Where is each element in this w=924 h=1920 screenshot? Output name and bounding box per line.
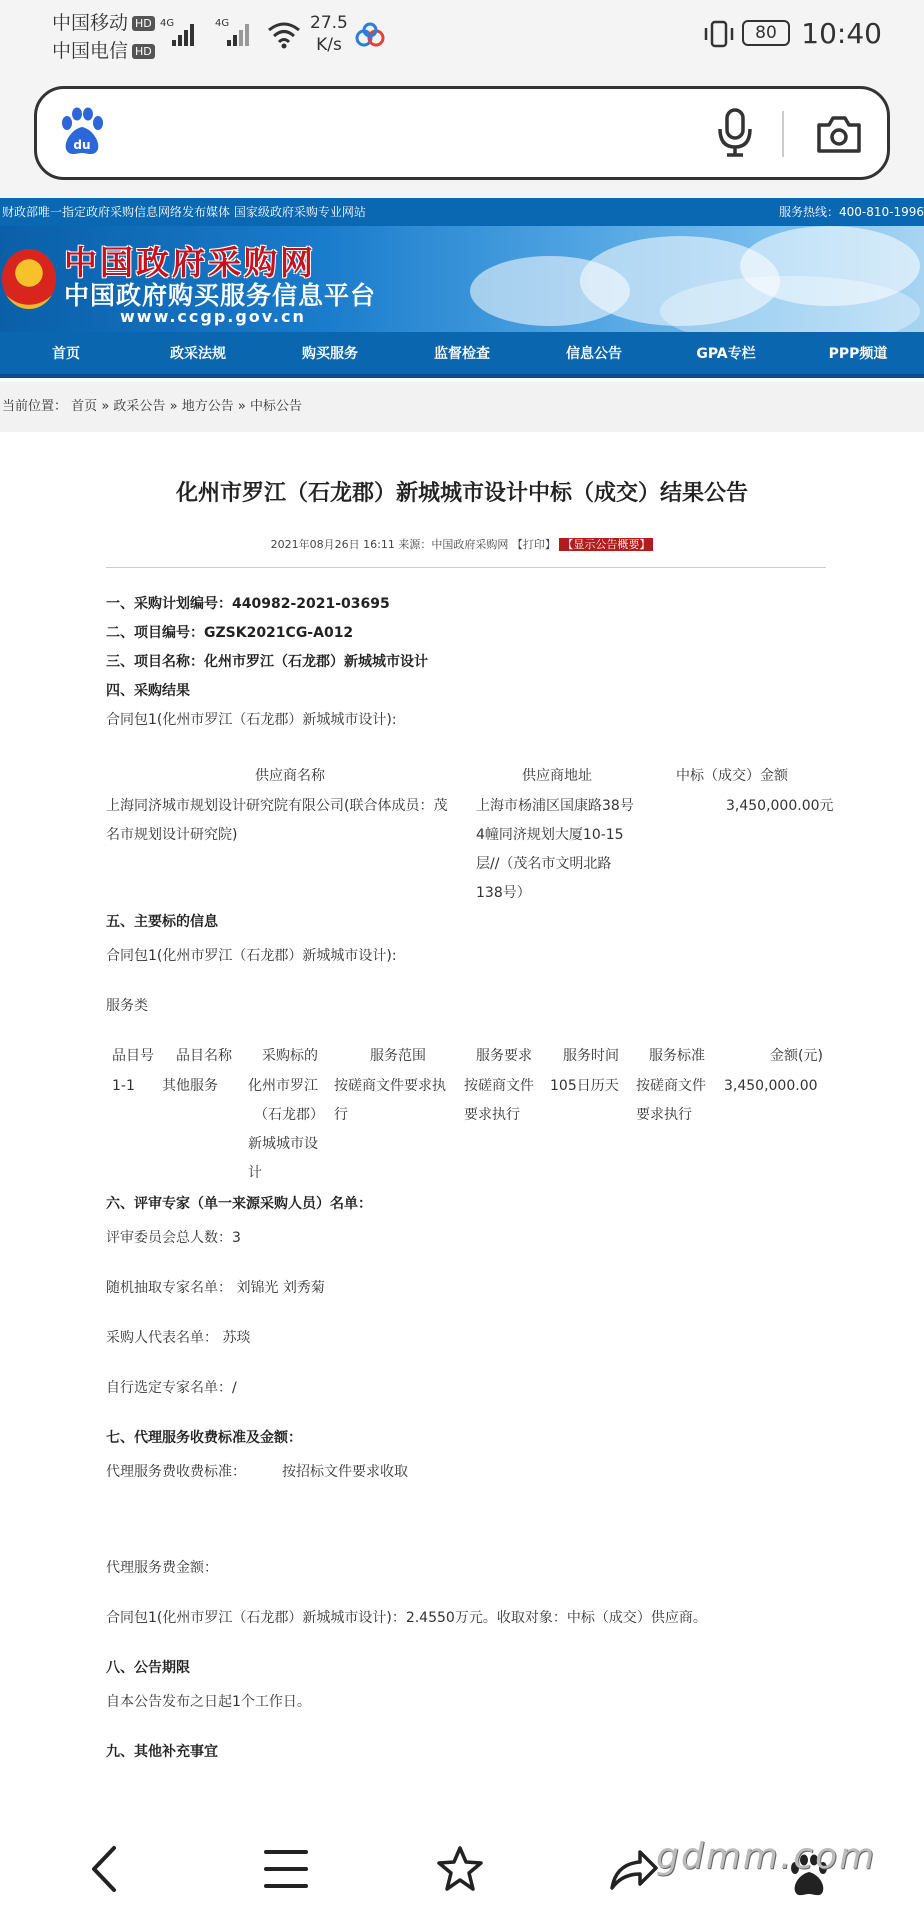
supplier-name: 上海同济城市规划设计研究院有限公司(联合体成员：茂 — [106, 798, 448, 814]
microphone-icon[interactable] — [715, 107, 755, 159]
nav-item-supervision[interactable]: 监督检查 — [434, 346, 490, 362]
breadcrumb-local[interactable]: 地方公告 — [181, 399, 234, 414]
fee-amount-label: 代理服务费金额： — [106, 1560, 218, 1576]
site-banner — [0, 226, 924, 332]
carrier-1: 中国移动 — [52, 12, 129, 34]
system-icons — [694, 18, 924, 54]
breadcrumb-gov-announcements[interactable]: 政采公告 — [113, 399, 166, 414]
menu-icon[interactable] — [264, 1848, 308, 1890]
wifi-icon — [266, 20, 302, 50]
share-icon[interactable] — [608, 1846, 660, 1892]
table-cell: 要求执行 — [464, 1107, 520, 1123]
carrier-info — [52, 9, 155, 65]
nav-item-regulations[interactable]: 政采法规 — [170, 346, 226, 362]
camera-icon[interactable] — [815, 113, 863, 155]
table-header: 服务要求 — [476, 1048, 532, 1064]
show-summary-button[interactable]: 【显示公告概要】 — [559, 538, 653, 551]
fee-standard-value: 按招标文件要求收取 — [282, 1464, 408, 1480]
nav-item-home[interactable]: 首页 — [52, 346, 80, 362]
table-header: 服务范围 — [370, 1048, 426, 1064]
supplier-name: 名市规划设计研究院) — [106, 827, 238, 843]
search-input[interactable] — [34, 86, 890, 180]
table-cell: 按磋商文件 — [464, 1078, 534, 1094]
breadcrumb-award[interactable]: 中标公告 — [249, 399, 302, 414]
baidu-logo-icon — [57, 107, 107, 159]
package-label: 合同包1(化州市罗江（石龙郡）新城城市设计): — [106, 712, 397, 728]
supplier-address: 上海市杨浦区国康路38号 — [476, 798, 634, 814]
status-bar — [0, 0, 924, 70]
supplier-address: 138号） — [476, 885, 531, 901]
browser-toolbar — [0, 70, 924, 198]
table-cell: 要求执行 — [636, 1107, 692, 1123]
nav-item-announcements[interactable]: 信息公告 — [566, 346, 622, 362]
table-cell: 计 — [248, 1165, 262, 1181]
package-label: 合同包1(化州市罗江（石龙郡）新城城市设计): — [106, 948, 397, 964]
site-subtitle: 中国政府购买服务信息平台 — [64, 281, 377, 310]
self-selected-experts: 自行选定专家名单：/ — [106, 1380, 237, 1396]
signal-icon-1: 4G — [160, 20, 200, 55]
back-icon[interactable] — [86, 1844, 122, 1894]
expert-total: 评审委员会总人数：3 — [106, 1230, 241, 1246]
supplier-address: 4幢同济规划大厦10-15 — [476, 827, 624, 843]
section-project-name: 三、项目名称：化州市罗江（石龙郡）新城城市设计 — [106, 654, 428, 670]
table-header: 采购标的 — [262, 1048, 318, 1064]
purchaser-rep: 采购人代表名单： 苏琰 — [106, 1330, 251, 1346]
table-cell: 新城城市设 — [248, 1136, 318, 1152]
battery-icon: 80 — [742, 20, 790, 46]
table-cell: 按磋商文件要求执 — [334, 1078, 446, 1094]
watermark: gdmm.com — [656, 1836, 877, 1877]
net-speed: 27.5 K/s — [310, 13, 348, 55]
fee-standard-label: 代理服务费收费标准： — [106, 1464, 246, 1480]
supplier-address: 层//（茂名市文明北路 — [476, 856, 612, 872]
section-experts: 六、评审专家（单一来源采购人员）名单： — [106, 1196, 372, 1212]
app-notification-icon — [355, 22, 385, 48]
carrier-2: 中国电信 — [52, 40, 129, 62]
divider — [782, 111, 784, 157]
table-header: 品目名称 — [176, 1048, 232, 1064]
breadcrumb: 当前位置： 首页 » 政采公告 » 地方公告 » 中标公告 — [0, 382, 924, 432]
section-project-number: 二、项目编号：GZSK2021CG-A012 — [106, 625, 354, 641]
hd-badge-2: HD — [132, 44, 155, 59]
table-cell: （石龙郡） — [254, 1107, 324, 1123]
svg-text:du: du — [73, 138, 91, 152]
table-cell: 105日历天 — [550, 1078, 619, 1094]
table-header: 供应商名称 — [255, 768, 325, 784]
site-top-bar — [0, 198, 924, 226]
article — [0, 432, 924, 1812]
category-label: 服务类 — [106, 998, 148, 1014]
fee-amount: 合同包1(化州市罗江（石龙郡）新城城市设计)：2.4550万元。收取对象：中标（成交）供应商。 — [106, 1610, 707, 1626]
clock: 10:40 — [801, 17, 882, 50]
site-title: 中国政府采购网 — [64, 243, 316, 282]
vibrate-icon — [702, 20, 736, 48]
nav-item-ppp[interactable]: PPP频道 — [828, 346, 888, 362]
table-cell: 1-1 — [112, 1078, 135, 1094]
table-cell: 行 — [334, 1107, 348, 1123]
nav-item-purchase-services[interactable]: 购买服务 — [302, 346, 358, 362]
table-header: 品目号 — [112, 1048, 154, 1064]
section-agency-fee: 七、代理服务收费标准及金额： — [106, 1430, 302, 1446]
site-url: www.ccgp.gov.cn — [120, 307, 306, 326]
section-plan-number: 一、采购计划编号：440982-2021-03695 — [106, 596, 390, 612]
section-main-items: 五、主要标的信息 — [106, 914, 218, 930]
breadcrumb-home[interactable]: 首页 — [71, 399, 98, 414]
page-title: 化州市罗江（石龙郡）新城城市设计中标（成交）结果公告 — [175, 481, 748, 506]
table-header: 中标（成交）金额 — [676, 768, 788, 784]
expert-random: 随机抽取专家名单： 刘锦光 刘秀菊 — [106, 1280, 325, 1296]
hd-badge-1: HD — [132, 16, 155, 31]
table-header: 服务标准 — [649, 1048, 705, 1064]
article-meta: 2021年08月26日 16:11 来源：中国政府采购网 【打印】 【显示公告概要】 — [0, 536, 924, 552]
table-header: 供应商地址 — [522, 768, 592, 784]
section-period: 八、公告期限 — [106, 1660, 190, 1676]
section-other: 九、其他补充事宜 — [106, 1744, 218, 1760]
main-nav — [0, 332, 924, 378]
table-cell: 3,450,000.00 — [724, 1078, 818, 1094]
table-header: 服务时间 — [563, 1048, 619, 1064]
table-header: 金额(元) — [770, 1048, 823, 1064]
site-slogan: 财政部唯一指定政府采购信息网络发布媒体 国家级政府采购专业网站 — [2, 205, 366, 219]
divider — [106, 567, 826, 568]
national-emblem-icon — [2, 249, 56, 309]
nav-item-gpa[interactable]: GPA专栏 — [696, 346, 756, 362]
section-result-heading: 四、采购结果 — [106, 683, 190, 699]
table-cell: 其他服务 — [162, 1078, 218, 1094]
period-text: 自本公告发布之日起1个工作日。 — [106, 1694, 311, 1710]
award-amount: 3,450,000.00元 — [726, 798, 834, 814]
signal-icon-2: 4G — [215, 20, 255, 55]
breadcrumb-label: 当前位置： — [2, 399, 68, 414]
service-hotline: 服务热线：400-810-1996 — [778, 205, 924, 219]
bookmark-star-icon[interactable] — [434, 1844, 486, 1894]
table-cell: 按磋商文件 — [636, 1078, 706, 1094]
table-cell: 化州市罗江 — [248, 1078, 318, 1094]
